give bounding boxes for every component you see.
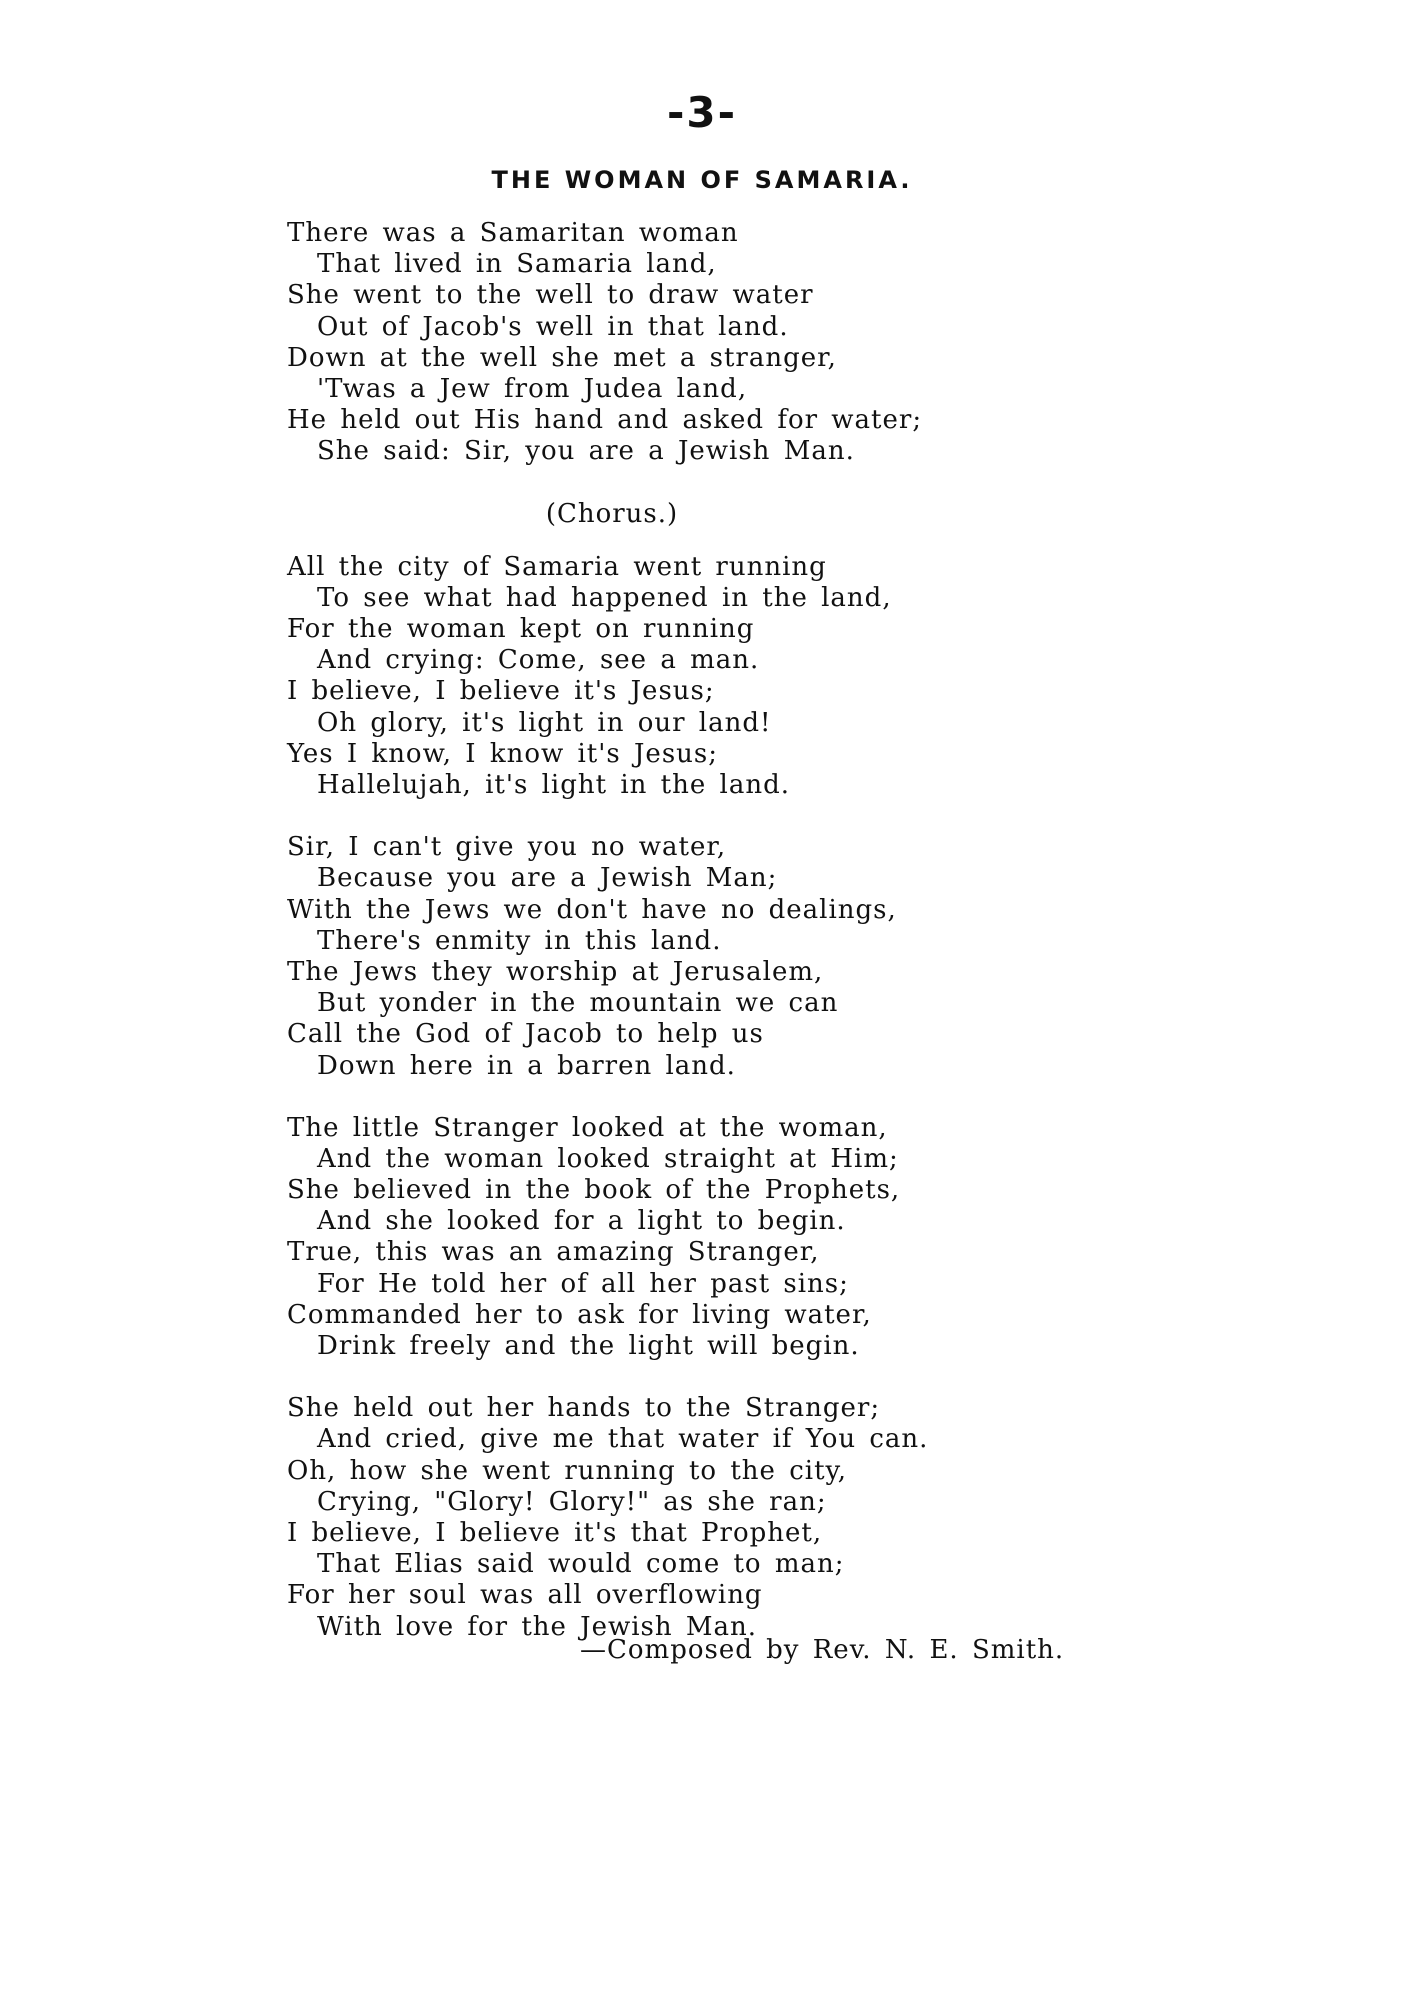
verse-line: And cried, give me that water if You can. [317,1424,929,1455]
verse-line: She held out her hands to the Stranger; [287,1393,881,1424]
verse-line: Down here in a barren land. [317,1050,736,1081]
composer-credit: —Composed by Rev. N. E. Smith. [580,1635,1065,1665]
stanza-2 [287,832,1287,1082]
verse-line: And crying: Come, see a man. [317,645,760,676]
verse-line: True, this was an amazing Stranger, [287,1237,820,1268]
verse-line: Sir, I can't give you no water, [287,832,727,863]
verse-line: She believed in the book of the Prophets, [287,1175,901,1206]
verse-line: For He told her of all her past sins; [317,1268,849,1299]
chorus-label: (Chorus.) [545,498,679,529]
verse-line: Down at the well she met a stranger, [287,342,837,373]
verse-line: Yes I know, I know it's Jesus; [287,738,719,769]
verse-line: The Jews they worship at Jerusalem, [287,956,824,987]
verse-line: Because you are a Jewish Man; [317,863,778,894]
verse-line: And she looked for a light to begin. [317,1206,846,1237]
verse-line: 'Twas a Jew from Judea land, [317,373,748,404]
verse-line: For her soul was all overflowing [287,1580,763,1611]
verse-line: She said: Sir, you are a Jewish Man. [317,436,855,467]
verse-line: Oh glory, it's light in our land! [317,707,772,738]
stanza-chorus [287,552,1287,802]
stanza-1 [287,218,1287,468]
verse-line: I believe, I believe it's that Prophet, [287,1517,823,1548]
verse-line: But yonder in the mountain we can [317,988,839,1019]
verse-line: Out of Jacob's well in that land. [317,311,789,342]
verse-line: She went to the well to draw water [287,280,814,311]
stanza-4 [287,1393,1287,1643]
verse-line: And the woman looked straight at Him; [317,1143,899,1174]
song-title: THE WOMAN OF SAMARIA. [491,166,913,194]
verse-line: The little Stranger looked at the woman, [287,1112,888,1143]
poem-body [287,218,1287,1674]
verse-line: Oh, how she went running to the city, [287,1455,848,1486]
verse-line: Call the God of Jacob to help us [287,1019,764,1050]
verse-line: That lived in Samaria land, [317,249,717,280]
stanza-3 [287,1113,1287,1363]
verse-line: There's enmity in this land. [317,925,722,956]
verse-line: For the woman kept on running [287,614,755,645]
verse-line: There was a Samaritan woman [287,218,739,248]
verse-line: Crying, "Glory! Glory!" as she ran; [317,1486,827,1517]
verse-line: Drink freely and the light will begin. [317,1331,860,1362]
verse-line: That Elias said would come to man; [317,1549,845,1580]
verse-line: With the Jews we don't have no dealings, [287,894,897,925]
verse-line: Commanded her to ask for living water, [287,1299,872,1330]
verse-line: I believe, I believe it's Jesus; [287,676,715,707]
verse-line: Hallelujah, it's light in the land. [317,770,790,801]
verse-line: All the city of Samaria went running [287,551,827,582]
verse-line: With love for the Jewish Man. [317,1611,758,1642]
verse-line: He held out His hand and asked for water; [287,405,923,436]
verse-line: To see what had happened in the land, [317,582,892,613]
page-number: -3- [666,88,738,137]
